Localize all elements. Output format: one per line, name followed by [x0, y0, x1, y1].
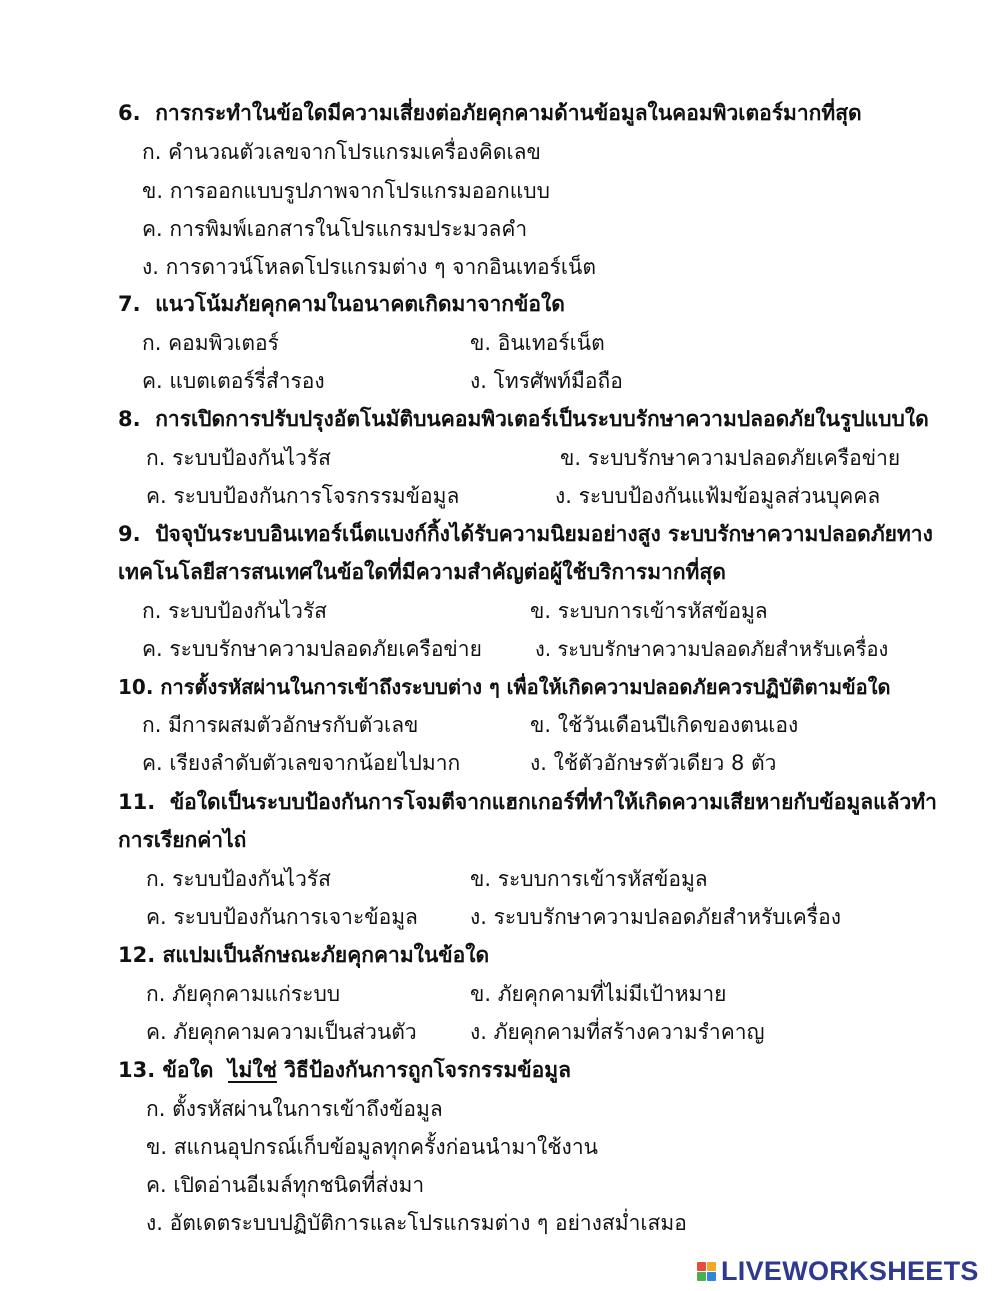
option-6-c: ค. การพิมพ์เอกสารในโปรแกรมประมวลคำ	[142, 217, 528, 241]
option-11-d: ง. ระบบรักษาความปลอดภัยสำหรับเครื่อง	[470, 905, 841, 929]
liveworksheets-logo	[697, 1253, 979, 1289]
question-text: แนวโน้มภัยคุกคามในอนาคตเกิดมาจากข้อใด	[155, 292, 565, 316]
question-13	[118, 1055, 571, 1085]
option-9-a: ก. ระบบป้องกันไวรัส	[142, 599, 328, 623]
question-text: ปัจจุบันระบบอินเทอร์เน็ตแบงก์กิ้งได้รับความนิยมอย่างสูง ระบบรักษาความปลอดภัยทาง	[155, 522, 933, 546]
logo-squares-icon	[697, 1262, 716, 1281]
question-text: ข้อใดเป็นระบบป้องกันการโจมตีจากแฮกเกอร์ที่ทำให้เกิดความเสียหายกับข้อมูลแล้วทำ	[169, 790, 937, 814]
question-text-pre: ข้อใด	[162, 1058, 214, 1082]
question-text-post: วิธีป้องกันการถูกโจรกรรมข้อมูล	[284, 1058, 571, 1082]
option-12-d: ง. ภัยคุกคามที่สร้างความรำคาญ	[470, 1020, 765, 1044]
logo-square-red	[697, 1262, 706, 1271]
option-12-a: ก. ภัยคุกคามแก่ระบบ	[146, 982, 341, 1006]
option-11-b: ข. ระบบการเข้ารหัสข้อมูล	[470, 867, 708, 891]
question-11-cont: การเรียกค่าไถ่	[118, 828, 247, 852]
option-13-d: ง. อัตเดตระบบปฏิบัติการและโปรแกรมต่าง ๆ อย่างสม่ำเสมอ	[146, 1211, 687, 1235]
option-7-c: ค. แบตเตอร์รี่สำรอง	[142, 369, 325, 393]
option-9-c: ค. ระบบรักษาความปลอดภัยเครือข่าย	[142, 637, 482, 661]
question-text-emphasis: ไม่ใช่	[228, 1058, 277, 1082]
option-10-c: ค. เรียงลำดับตัวเลขจากน้อยไปมาก	[142, 751, 461, 775]
question-text: การตั้งรหัสผ่านในการเข้าถึงระบบต่าง ๆ เพื่อให้เกิดความปลอดภัยควรปฏิบัติตามข้อใด	[160, 675, 891, 699]
question-number: 9.	[118, 522, 141, 546]
option-7-b: ข. อินเทอร์เน็ต	[470, 331, 605, 355]
question-9	[118, 519, 933, 549]
question-8	[118, 404, 929, 434]
logo-square-green	[697, 1272, 706, 1281]
question-12	[118, 940, 489, 970]
option-12-b: ข. ภัยคุกคามที่ไม่มีเป้าหมาย	[470, 982, 727, 1006]
question-number: 12.	[118, 943, 156, 967]
question-text: สแปมเป็นลักษณะภัยคุกคามในข้อใด	[162, 943, 490, 967]
question-7	[118, 289, 565, 319]
question-number: 10.	[118, 675, 154, 699]
option-10-b: ข. ใช้วันเดือนปีเกิดของตนเอง	[530, 713, 799, 737]
option-6-d: ง. การดาวน์โหลดโปรแกรมต่าง ๆ จากอินเทอร์เน็ต	[142, 255, 597, 279]
option-8-c: ค. ระบบป้องกันการโจรกรรมข้อมูล	[146, 484, 460, 508]
option-6-a: ก. คำนวณตัวเลขจากโปรแกรมเครื่องคิดเลข	[142, 140, 541, 164]
question-number: 8.	[118, 407, 141, 431]
question-6	[118, 98, 862, 128]
option-7-a: ก. คอมพิวเตอร์	[142, 331, 279, 355]
question-number: 13.	[118, 1058, 156, 1082]
question-11	[118, 787, 937, 817]
logo-square-blue	[707, 1272, 716, 1281]
option-9-b: ข. ระบบการเข้ารหัสข้อมูล	[530, 599, 768, 623]
option-7-d: ง. โทรศัพท์มือถือ	[470, 369, 623, 393]
option-11-a: ก. ระบบป้องกันไวรัส	[146, 867, 332, 891]
option-8-b: ข. ระบบรักษาความปลอดภัยเครือข่าย	[560, 446, 901, 470]
option-12-c: ค. ภัยคุกคามความเป็นส่วนตัว	[146, 1020, 417, 1044]
option-9-d: ง. ระบบรักษาความปลอดภัยสำหรับเครื่อง	[535, 637, 889, 661]
option-13-c: ค. เปิดอ่านอีเมล์ทุกชนิดที่ส่งมา	[146, 1173, 425, 1197]
question-text: การกระทำในข้อใดมีความเสี่ยงต่อภัยคุกคามด้านข้อมูลในคอมพิวเตอร์มากที่สุด	[155, 101, 862, 125]
option-10-a: ก. มีการผสมตัวอักษรกับตัวเลข	[142, 713, 419, 737]
option-13-a: ก. ตั้งรหัสผ่านในการเข้าถึงข้อมูล	[146, 1097, 443, 1121]
option-6-b: ข. การออกแบบรูปภาพจากโปรแกรมออกแบบ	[142, 179, 550, 203]
question-9-cont: เทคโนโลยีสารสนเทศในข้อใดที่มีความสำคัญต่อผู้ใช้บริการมากที่สุด	[118, 560, 726, 584]
question-number: 7.	[118, 292, 141, 316]
logo-square-orange	[707, 1262, 716, 1271]
option-8-a: ก. ระบบป้องกันไวรัส	[146, 446, 332, 470]
question-number: 11.	[118, 790, 156, 814]
option-11-c: ค. ระบบป้องกันการเจาะข้อมูล	[146, 905, 418, 929]
brand-name: LIVEWORKSHEETS	[721, 1255, 979, 1286]
option-8-d: ง. ระบบป้องกันแฟ้มข้อมูลส่วนบุคคล	[555, 484, 881, 508]
question-text: การเปิดการปรับปรุงอัตโนมัติบนคอมพิวเตอร์เป็นระบบรักษาความปลอดภัยในรูปแบบใด	[155, 407, 929, 431]
question-10	[118, 672, 890, 702]
question-number: 6.	[118, 101, 141, 125]
option-10-d: ง. ใช้ตัวอักษรตัวเดียว 8 ตัว	[530, 751, 777, 775]
option-13-b: ข. สแกนอุปกรณ์เก็บข้อมูลทุกครั้งก่อนนำมาใช้งาน	[146, 1135, 598, 1159]
